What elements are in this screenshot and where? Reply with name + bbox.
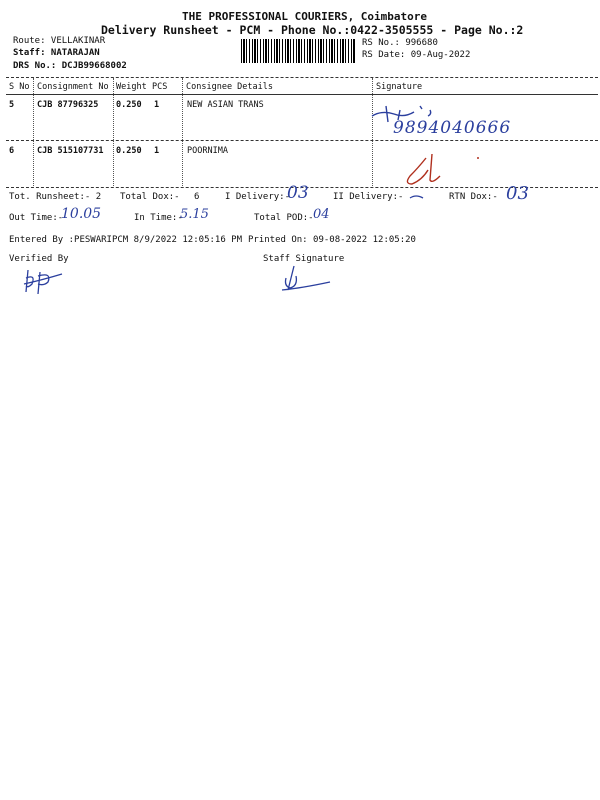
col-sno: S No [9,82,30,92]
total-dox-label: Total Dox:- [120,192,180,202]
col-divider [33,78,34,186]
barcode [241,39,355,63]
entered-by: Entered By :PESWARIPCM 8/9/2022 12:05:16 PM [9,235,242,245]
ii-delivery-label: II Delivery:- [333,192,404,202]
staff-signature [280,264,336,296]
out-time-label: Out Time:- [9,213,64,223]
printed-on: Printed On: 09-08-2022 12:05:20 [248,235,416,245]
staff-label: Staff: NATARAJAN [13,48,100,58]
staff-signature-label: Staff Signature [263,254,345,264]
table-top-border [6,77,598,78]
col-pcs: PCS [152,82,168,92]
recipient-signature-2 [398,150,488,190]
col-divider [182,78,183,186]
in-time-label: In Time:- [134,213,183,223]
i-delivery-handwritten: 03 [287,183,309,203]
i-delivery-label: I Delivery:- [225,192,291,202]
col-weight: Weight [116,82,147,92]
rs-date: RS Date: 09-Aug-2022 [362,50,471,60]
in-time-handwritten: 5.15 [180,207,209,222]
row-pcs: 1 [154,146,160,156]
row-weight: 0.250 [116,146,142,156]
row-weight: 0.250 [116,100,142,110]
table-header-border [6,94,598,95]
total-dox-value: 6 [194,192,200,202]
row-divider [6,140,598,141]
col-divider [113,78,114,186]
col-divider [372,78,373,186]
route-label: Route: VELLAKINAR [13,36,106,46]
ii-delivery-dash [408,192,426,202]
total-pod-handwritten: 04 [313,207,330,222]
verifier-signature [22,266,72,296]
row-sno: 6 [9,146,15,156]
col-consignment: Consignment No [37,82,109,92]
rtn-dox-handwritten: 03 [506,183,529,204]
row-consignee: NEW ASIAN TRANS [187,100,264,110]
total-pod-label: Total POD:- [254,213,314,223]
rs-number: RS No.: 996680 [362,38,438,48]
rtn-dox-label: RTN Dox:- [449,192,498,202]
col-consignee: Consignee Details [186,82,273,92]
handwritten-phone: 9894040666 [393,118,512,138]
row-consignee: POORNIMA [187,146,228,156]
row-consignment: CJB 515107731 [37,146,104,156]
runsheet-title: Delivery Runsheet - PCM - Phone No.:0422-3505555 - Page No.:2 [101,23,524,37]
drs-number: DRS No.: DCJB99668002 [13,61,127,71]
row-sno: 5 [9,100,15,110]
row-consignment: CJB 87796325 [37,100,99,110]
verified-by-label: Verified By [9,254,69,264]
out-time-handwritten: 10.05 [61,206,102,222]
total-runsheet: Tot. Runsheet:- 2 [9,192,102,202]
row-pcs: 1 [154,100,160,110]
company-name: THE PROFESSIONAL COURIERS, Coimbatore [182,10,428,23]
col-signature: Signature [376,82,423,92]
